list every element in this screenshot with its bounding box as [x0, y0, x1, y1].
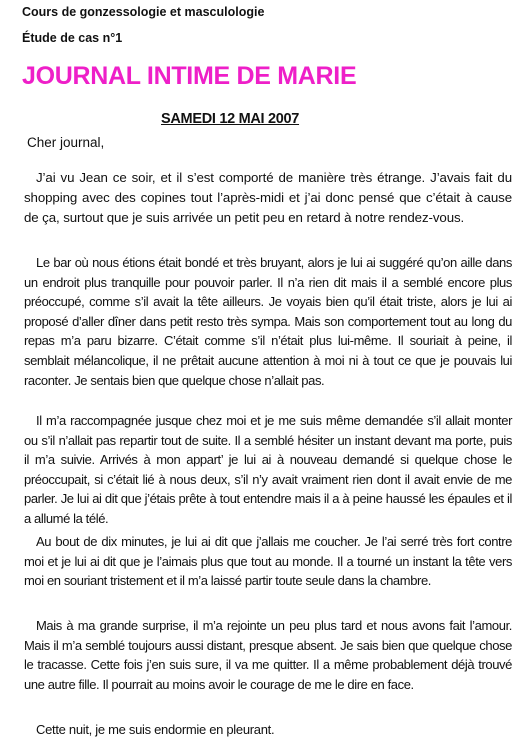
- greeting: Cher journal,: [27, 135, 105, 150]
- paragraph-1: J’ai vu Jean ce soir, et il s’est comporté de manière très étrange. J’avais fait du shopping avec des copines tout l’après-midi et j’ai donc pensé que c’était à cause de ça, surtout que je suis arrivée un petit peu en retard à notre rendez-vous.: [24, 170, 512, 225]
- entry-date: SAMEDI 12 MAI 2007: [161, 111, 300, 127]
- paragraph-2: Le bar où nous étions était bondé et très bruyant, alors je lui ai suggéré qu’on aille dans un endroit plus tranquille pour pouvoir parler. Il n’a rien dit mais il a semblé encore plus préoccupé, comme s’il avait la tête ailleurs. Je voyais bien qu’il était triste, alors je lui ai proposé d’aller dîner dans petit resto très sympa. Mais son comportement tout au long du repas m’a paru bizarre. C’était comme s’il n’était plus lui-même. Il souriait à peine, il semblait mélancolique, il ne prêtait aucune attention à moi ni à tout ce que je pouvais lui raconter. Je sentais bien que quelque chose n’allait pas.: [24, 255, 512, 388]
- case-study-label: Étude de cas n°1: [22, 31, 123, 45]
- paragraph-3: Il m’a raccompagnée jusque chez moi et je me suis même demandée s’il allait monter ou s’il n’allait pas repartir tout de suite. Il a semblé hésiter un instant devant ma porte, puis il m’a suivie. Arrivés à mon appart’ je lui ai à nouveau demandé si quelque chose le préoccupait, si c’était lié à nous deux, s’il n’y avait vraiment rien dont il avait envie de me parler. Je lui ai dit que j’étais prête à tout entendre mais il a à peine haussé les épaules et il a allumé la télé.: [24, 413, 512, 526]
- paragraph-6: Cette nuit, je me suis endormie en pleurant.: [36, 722, 275, 737]
- paragraph-4: Au bout de dix minutes, je lui ai dit que j’allais me coucher. Je l’ai serré très fort contre moi et je lui ai dit que je l’aimais plus que tout au monde. Il a tourné un instant la tête vers moi en souriant tristement et il m’a laissé partir toute seule dans la chambre.: [24, 534, 512, 589]
- course-label: Cours de gonzessologie et masculologie: [22, 5, 265, 19]
- document-title: JOURNAL INTIME DE MARIE: [22, 62, 357, 90]
- paragraph-5: Mais à ma grande surprise, il m’a rejointe un peu plus tard et nous avons fait l’amour. Mais il m’a semblé toujours aussi distant, presque absent. Je sais bien que quelque chose le tracasse. Cette fois j’en suis sure, il va me quitter. Il a même probablement déjà trouvé une autre fille. Il pourrait au moins avoir le courage de me le dire en face.: [24, 618, 512, 692]
